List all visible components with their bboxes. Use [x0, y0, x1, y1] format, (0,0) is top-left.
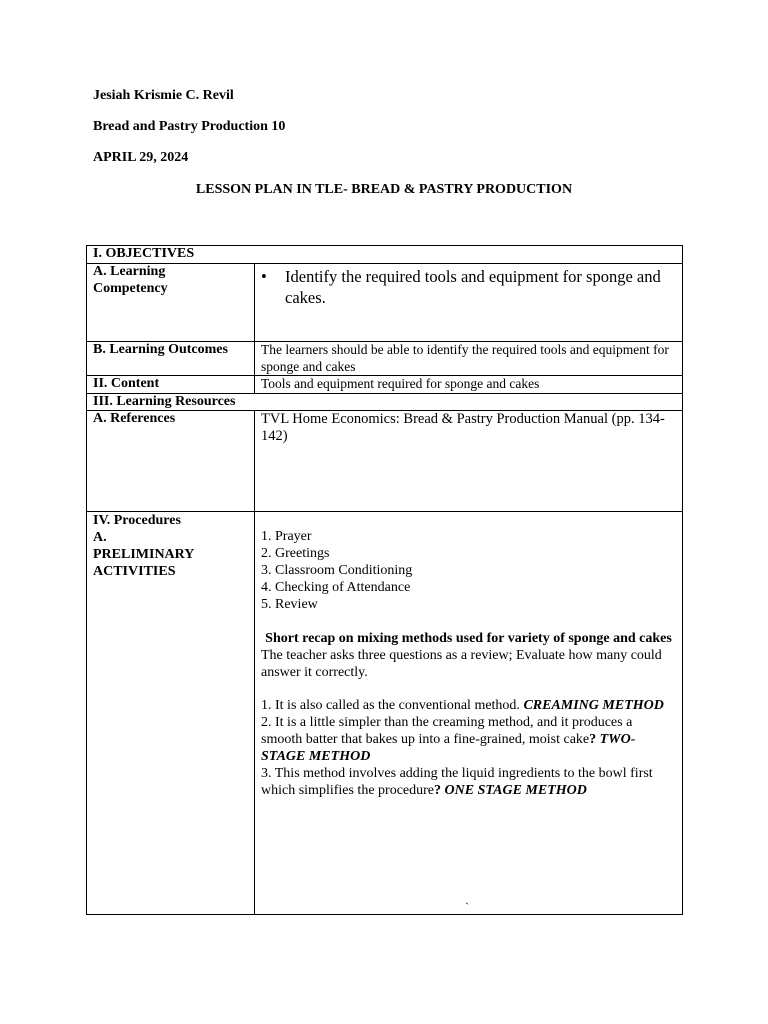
learning-competency-cell [255, 264, 683, 342]
question-2-text: 2. It is a little simpler than the creaming method, and it produces a smooth batter that bakes up into a fine-grained, moist cake [261, 715, 633, 747]
bullet-icon: • [261, 267, 267, 286]
content-text: Tools and equipment required for sponge and cakes [255, 376, 683, 394]
step-item: 3. Classroom Conditioning [261, 563, 413, 578]
subject-line: Bread and Pastry Production 10 [93, 119, 286, 134]
competency-text: Identify the required tools and equipment for sponge and cakes. [285, 267, 661, 307]
question-2-answer: TWO- STAGE METHOD [261, 732, 636, 764]
learning-competency-label [87, 264, 255, 342]
question-3-answer: ONE STAGE METHOD [444, 783, 587, 798]
references-row [87, 411, 683, 512]
question-3-mark: ? [434, 783, 445, 798]
content-row [87, 376, 683, 394]
recap-title: Short recap on mixing methods used for variety of sponge and cakes [265, 631, 672, 646]
question-3-text: 3. This method involves adding the liquid ingredients to the bowl first which simplifies the procedure [261, 766, 653, 798]
resources-heading: III. Learning Resources [87, 393, 683, 411]
date-line: APRIL 29, 2024 [93, 150, 189, 165]
learning-competency-label-line1: A. Learning [93, 264, 166, 279]
question-1-text: 1. It is also called as the conventional method. [261, 698, 524, 713]
learning-competency-row [87, 264, 683, 342]
competency-list [261, 266, 676, 308]
competency-item [261, 266, 676, 308]
procedures-label-line2: A. [93, 530, 107, 545]
learning-outcomes-text: The learners should be able to identify the required tools and equipment for sponge and cakes [255, 342, 683, 376]
step-item: 2. Greetings [261, 546, 330, 561]
procedures-label-line3: PRELIMINARY [93, 547, 195, 562]
step-item: 4. Checking of Attendance [261, 580, 411, 595]
learning-outcomes-row [87, 342, 683, 376]
references-text: TVL Home Economics: Bread & Pastry Production Manual (pp. 134-142) [255, 411, 683, 512]
recap-intro: The teacher asks three questions as a review; Evaluate how many could answer it correctly. [261, 648, 662, 680]
lesson-plan-table [86, 245, 683, 915]
step-item: 5. Review [261, 597, 318, 612]
trailing-backtick: ` [465, 900, 469, 914]
objectives-heading: I. OBJECTIVES [87, 246, 683, 264]
question-1-answer: CREAMING METHOD [523, 698, 664, 713]
procedures-cell [255, 512, 683, 915]
step-item: 1. Prayer [261, 529, 312, 544]
learning-outcomes-label: B. Learning Outcomes [87, 342, 255, 376]
procedures-label-line1: IV. Procedures [93, 513, 181, 528]
references-label: A. References [87, 411, 255, 512]
question-2 [261, 714, 676, 765]
document-title: LESSON PLAN IN TLE- BREAD & PASTRY PRODUCTION [195, 182, 573, 197]
procedures-label [87, 512, 255, 915]
procedures-label-line4: ACTIVITIES [93, 564, 176, 579]
learning-competency-label-line2: Competency [93, 280, 168, 296]
question-1 [261, 697, 676, 714]
resources-row [87, 393, 683, 411]
preliminary-steps [261, 528, 676, 613]
procedures-row [87, 512, 683, 915]
content-label: II. Content [87, 376, 255, 394]
question-2-mark: ? [589, 732, 597, 747]
question-3 [261, 765, 676, 799]
objectives-row [87, 246, 683, 264]
author-name: Jesiah Krismie C. Revil [93, 88, 234, 103]
